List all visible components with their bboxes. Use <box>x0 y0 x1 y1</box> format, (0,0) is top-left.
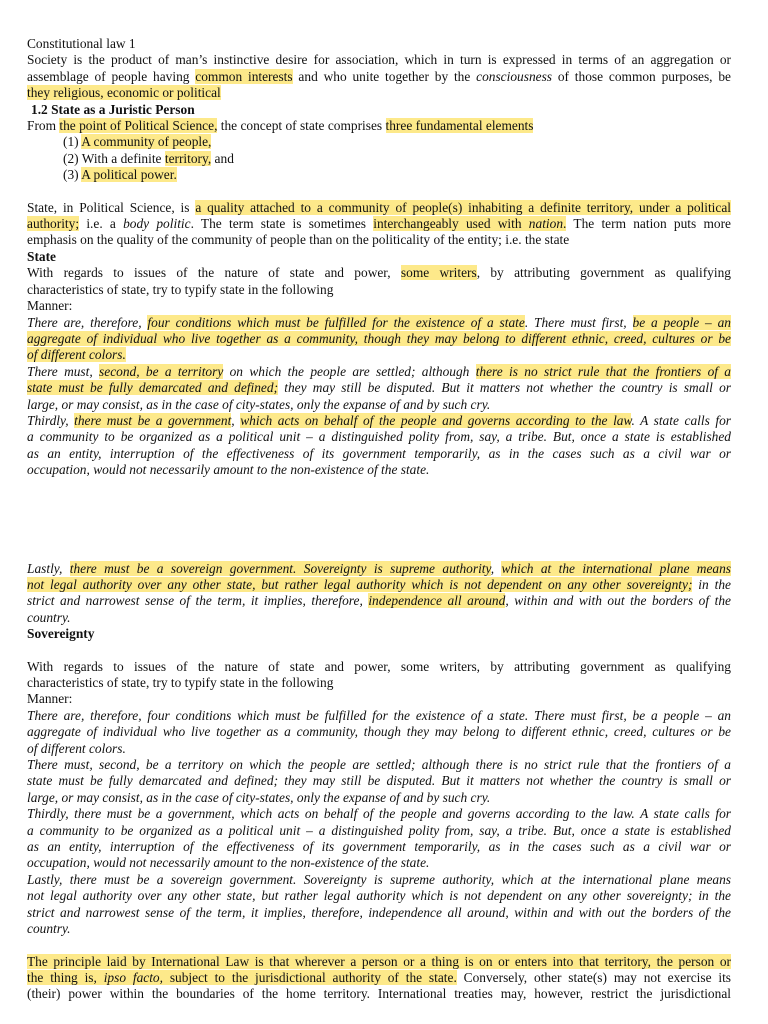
highlight: A political power. <box>81 167 177 183</box>
highlight: there must be a government <box>74 412 232 428</box>
intro-line-2: assemblage of people having common interests and who unite together by the consciousness of those common purposes, be <box>27 68 731 84</box>
document-header: Constitutional law 1 <box>27 36 136 51</box>
highlight: four conditions which must be fulfilled for the existence of a state <box>147 314 525 330</box>
cond4-line-2: not legal authority over any other state, but rather legal authority which is not dependent on any other sovereignty; in the <box>27 576 731 592</box>
rep-cond1-line-3: of different colors. <box>27 740 126 756</box>
highlight: be a people – an <box>632 314 731 330</box>
rep-cond1-line-1: There are, therefore, four conditions which must be fulfilled for the existence of a state. There must first, be a people – an <box>27 707 731 723</box>
rep-cond3-line-4: occupation, would not necessarily amount to the non-existence of the state. <box>27 855 430 871</box>
cond4-line-3: strict and narrowest sense of the term, it implies, therefore, independence all around, within and with out the borders of the <box>27 593 731 609</box>
highlight: there must be a sovereign government. Sovereignty is supreme authority <box>69 560 491 576</box>
element-item: (1) A community of people, <box>63 134 212 150</box>
highlight: second, be a territory <box>99 363 224 379</box>
highlight: which at the international plane means <box>501 560 731 576</box>
rep-cond4-line-4: country. <box>27 921 71 937</box>
principle-line-3: (their) power within the boundaries of the home territory. International treaties may, however, restrict the jurisdictional <box>27 986 731 1002</box>
section-heading: 1.2 State as a Juristic Person <box>31 101 195 117</box>
from-line: From the point of Political Science, the concept of state comprises three fundamental elements <box>27 118 534 134</box>
rep-cond2-line-3: large, or may consist, as in the case of city-states, only the expanse of and by such cry. <box>27 789 491 805</box>
cond4-line-4: country. <box>27 609 71 625</box>
highlight: of different colors. <box>27 347 126 363</box>
highlight: a quality attached to a community of people(s) inhabiting a definite territory, under a political <box>195 199 731 215</box>
highlight: independence all around <box>368 593 506 609</box>
cond4-line-1: Lastly, there must be a sovereign government. Sovereignty is supreme authority, which at the international plane means <box>27 560 731 576</box>
rep-cond4-line-3: strict and narrowest sense of the term, it implies, therefore, independence all around, within and with out the borders of the <box>27 904 731 920</box>
highlight: The principle laid by International Law is that wherever a person or a thing is on or enters into that territory, the person or <box>27 953 731 969</box>
intro-line-1: Society is the product of man’s instinctive desire for association, which in turn is expressed in terms of an aggregation or <box>27 52 731 68</box>
state-heading: State <box>27 248 57 264</box>
rep-cond2-line-1: There must, second, be a territory on which the people are settled; although there is no strict rule that the frontiers of a <box>27 757 731 773</box>
rep-cond4-line-2: not legal authority over any other state, but rather legal authority which is not dependent on any other sovereignty; in the <box>27 888 731 904</box>
rep-cond2-line-2: state must be fully demarcated and defined; they may still be disputed. But it matters not whether the country is small or <box>27 773 731 789</box>
highlight: they religious, economic or political <box>27 85 221 101</box>
highlight: the point of Political Science, <box>59 118 218 134</box>
rep-cond3-line-2: a community to be organized as a political unit – a distinguished polity from, say, a tribe. But, once a state is established <box>27 822 731 838</box>
highlight: which acts on behalf of the people and governs according to the law <box>240 412 632 428</box>
rep-regards-line-3: Manner: <box>27 691 73 707</box>
highlight: common interests <box>195 68 293 84</box>
document-page <box>27 36 731 1003</box>
highlight: the thing is, ipso facto, subject to the jurisdictional authority of the state. <box>27 969 457 985</box>
principle-line-1 <box>27 954 731 970</box>
highlight: there is no strict rule that the frontiers of a <box>475 363 732 379</box>
cond1-line-1: There are, therefore, four conditions which must be fulfilled for the existence of a state. There must first, be a people – an <box>27 314 731 330</box>
element-item: (3) A political power. <box>63 167 177 183</box>
rep-cond3-line-3: as an entity, interruption of the effectiveness of its government temporarily, as in the cases such as a civil war or <box>27 839 731 855</box>
rep-cond3-line-1: Thirdly, there must be a government, which acts on behalf of the people and governs according to the law. A state calls for <box>27 806 731 822</box>
element-item: (2) With a definite territory, and <box>63 150 234 166</box>
highlight: three fundamental elements <box>385 118 534 134</box>
cond3-line-1: Thirdly, there must be a government, which acts on behalf of the people and governs according to the law. A state calls for <box>27 412 731 428</box>
cond3-line-3: as an entity, interruption of the effectiveness of its government temporarily, as in the cases such as a civil war or <box>27 445 731 461</box>
cond2-line-2: state must be fully demarcated and defined; they may still be disputed. But it matters not whether the country is small or <box>27 380 731 396</box>
cond1-line-3 <box>27 347 731 363</box>
highlight: territory, <box>164 150 212 166</box>
cond2-line-1: There must, second, be a territory on which the people are settled; although there is no strict rule that the frontiers of a <box>27 363 732 379</box>
highlight: authority; <box>27 216 80 232</box>
intro-line-3 <box>27 85 731 101</box>
highlight: interchangeably used with nation. <box>373 216 567 232</box>
regards-line-1: With regards to issues of the nature of state and power, some writers, by attributing government as qualifying <box>27 265 731 281</box>
regards-line-3: Manner: <box>27 298 73 314</box>
state-para-line-3: emphasis on the quality of the community of people than on the politicality of the entity; i.e. the state <box>27 232 570 248</box>
cond3-line-4: occupation, would not necessarily amount to the non-existence of the state. <box>27 462 430 478</box>
highlight: some writers <box>400 265 477 281</box>
cond2-line-3: large, or may consist, as in the case of city-states, only the expanse of and by such cry. <box>27 396 491 412</box>
sovereignty-heading: Sovereignty <box>27 626 95 642</box>
rep-cond1-line-2: aggregate of individual who live together as a community, though they may belong to different ethnic, creed, cultures or be <box>27 724 731 740</box>
rep-regards-line-1: With regards to issues of the nature of state and power, some writers, by attributing government as qualifying <box>27 658 731 674</box>
regards-line-2: characteristics of state, try to typify state in the following <box>27 281 334 297</box>
cond1-line-2 <box>27 331 731 347</box>
highlight: state must be fully demarcated and defined; <box>27 380 279 396</box>
state-para-line-2: authority; i.e. a body politic. The term state is sometimes interchangeably used with nation. The term nation puts more <box>27 216 731 232</box>
rep-regards-line-2: characteristics of state, try to typify state in the following <box>27 675 334 690</box>
highlight: A community of people, <box>81 134 212 150</box>
highlight: not legal authority over any other state, but rather legal authority which is not dependent on any other sovereignty; <box>27 576 693 592</box>
rep-cond4-line-1: Lastly, there must be a sovereign government. Sovereignty is supreme authority, which at the international plane means <box>27 871 731 887</box>
cond3-line-2: a community to be organized as a political unit – a distinguished polity from, say, a tribe. But, once a state is established <box>27 429 731 445</box>
highlight: aggregate of individual who live together as a community, though they may belong to different ethnic, creed, cultures or be <box>27 330 731 346</box>
state-para-line-1: State, in Political Science, is a quality attached to a community of people(s) inhabiting a definite territory, under a political <box>27 199 731 215</box>
principle-line-2: the thing is, ipso facto, subject to the jurisdictional authority of the state. Conversely, other state(s) may not exercise its <box>27 969 732 985</box>
